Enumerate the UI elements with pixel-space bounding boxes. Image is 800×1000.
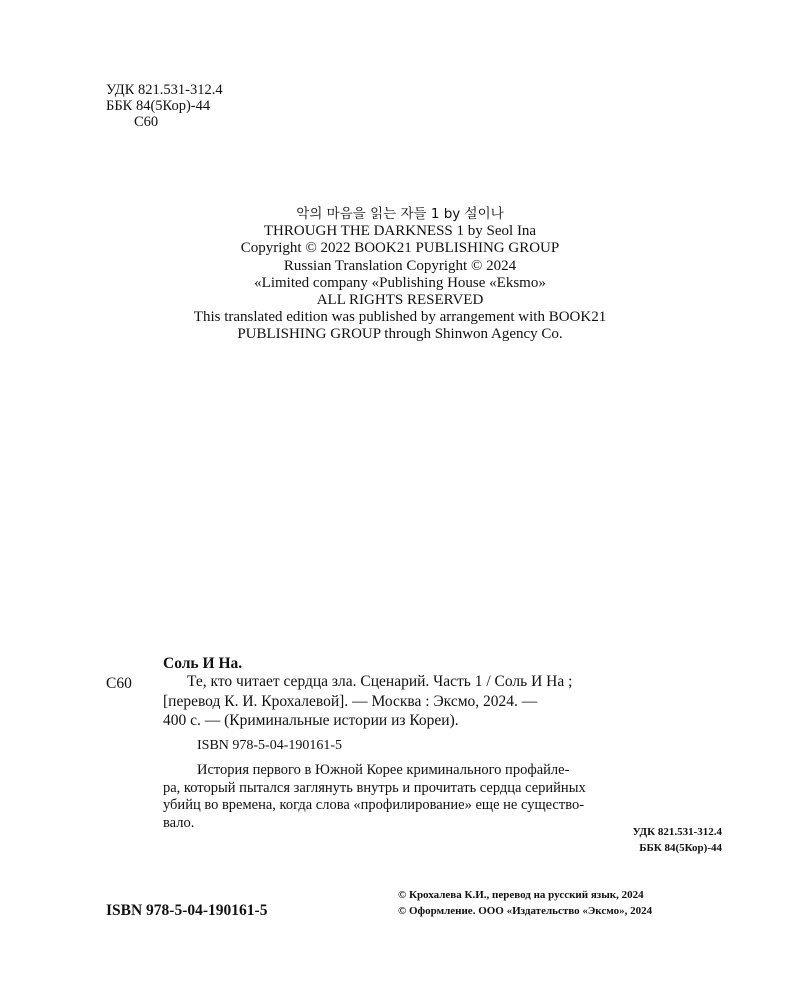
udk-code-bottom: УДК 821.531-312.4 <box>632 826 722 838</box>
footer-rights <box>398 887 652 919</box>
author-mark: С60 <box>134 114 159 130</box>
publisher-company: «Limited company «Publishing House «Eksmo» <box>254 274 546 291</box>
translation-copyright: Russian Translation Copyright © 2024 <box>283 257 517 274</box>
udk-code: УДК 821.531-312.4 <box>106 82 223 98</box>
copyright-block <box>130 206 670 344</box>
korean-title: 악의 마음을 읽는 자들 1 by 설이나 <box>296 206 504 222</box>
record-isbn: ISBN 978-5-04-190161-5 <box>197 738 343 753</box>
bibliographic-record <box>163 672 722 731</box>
classification-bottom <box>530 824 722 856</box>
english-title: THROUGH THE DARKNESS 1 by Seol Ina <box>263 223 537 240</box>
bbk-code: ББК 84(5Кор)-44 <box>106 98 211 114</box>
annotation <box>163 762 722 832</box>
footer-isbn: ISBN 978-5-04-190161-5 <box>106 902 268 919</box>
record-line-3: 400 с. — (Криминальные истории из Кореи). <box>163 712 459 729</box>
record-author-mark: С60 <box>106 675 132 692</box>
original-copyright: Copyright © 2022 BOOK21 PUBLISHING GROUP <box>240 240 560 257</box>
rights-reserved: ALL RIGHTS RESERVED <box>316 292 484 309</box>
annotation-line-4: вало. <box>163 814 195 831</box>
record-line-1: Те, кто читает сердца зла. Сценарий. Часть 1 / Соль И На ; <box>187 673 573 690</box>
arrangement-line-1: This translated edition was published by arrangement with BOOK21 <box>193 309 607 326</box>
design-rights: © Оформление. ООО «Издательство «Эксмо», 2024 <box>398 905 653 917</box>
bbk-code-bottom: ББК 84(5Кор)-44 <box>639 842 722 854</box>
annotation-line-3: убийц во времена, когда слова «профилирование» еще не существо- <box>163 797 585 813</box>
record-author: Соль И На. <box>163 655 243 672</box>
translation-rights: © Крохалева К.И., перевод на русский язык, 2024 <box>398 889 644 901</box>
arrangement-line-2: PUBLISHING GROUP through Shinwon Agency Co. <box>237 326 563 343</box>
classification-top <box>106 82 223 130</box>
record-line-2: [перевод К. И. Крохалевой]. — Москва : Эксмо, 2024. — <box>163 692 538 710</box>
annotation-line-1: История первого в Южной Корее криминального профайле- <box>197 762 570 778</box>
annotation-line-2: ра, который пытался заглянуть внутрь и прочитать сердца серийных <box>163 779 586 796</box>
